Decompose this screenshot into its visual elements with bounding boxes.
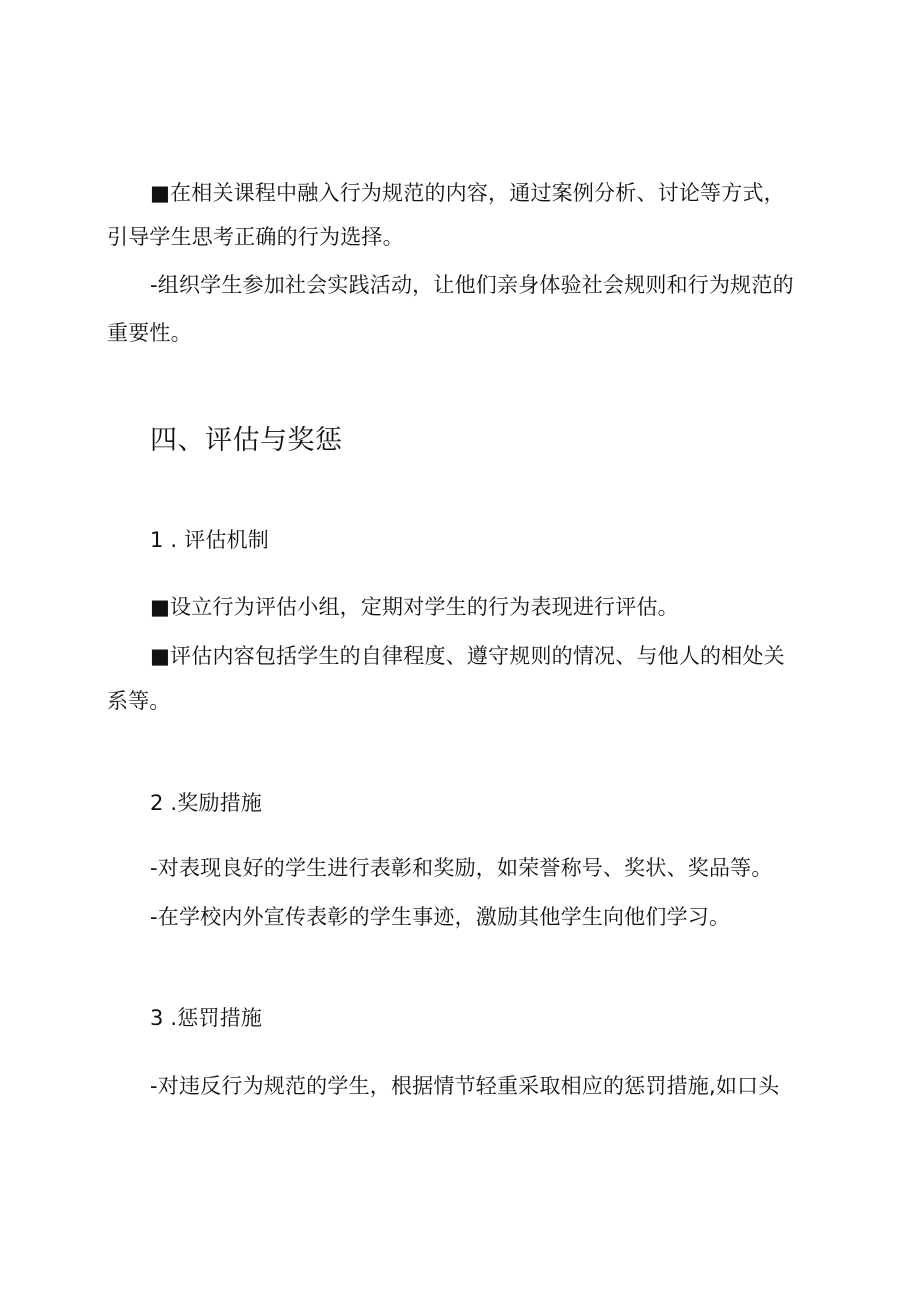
subsection-title-evaluation: 1 . 评估机制 — [150, 528, 269, 552]
section-heading: 四、评估与奖惩 — [150, 425, 343, 456]
rewards-item1: -对表现良好的学生进行表彰和奖励，如荣誉称号、奖状、奖品等。 — [150, 856, 773, 880]
intro-item2-line2: 重要性。 — [107, 321, 192, 345]
subsection-title-punishment: 3 .惩罚措施 — [150, 1006, 263, 1030]
intro-item1-line2: 引导学生思考正确的行为选择。 — [107, 225, 404, 249]
evaluation-item1: ■设立行为评估小组，定期对学生的行为表现进行评估。 — [150, 595, 679, 619]
subsection-title-rewards: 2 .奖励措施 — [150, 791, 263, 815]
evaluation-item2-line1: ■评估内容包括学生的自律程度、遵守规则的情况、与他人的相处关 — [150, 644, 785, 668]
rewards-item2: -在学校内外宣传表彰的学生事迹，激励其他学生向他们学习。 — [150, 905, 731, 929]
evaluation-item2-line2: 系等。 — [107, 689, 171, 713]
punishment-item1-line1: -对违反行为规范的学生，根据情节轻重采取相应的惩罚措施,如口头 — [150, 1074, 780, 1098]
intro-item1-line1: ■在相关课程中融入行为规范的内容，通过案例分析、讨论等方式， — [150, 181, 785, 205]
intro-item2-line1: -组织学生参加社会实践活动，让他们亲身体验社会规则和行为规范的 — [150, 273, 794, 297]
